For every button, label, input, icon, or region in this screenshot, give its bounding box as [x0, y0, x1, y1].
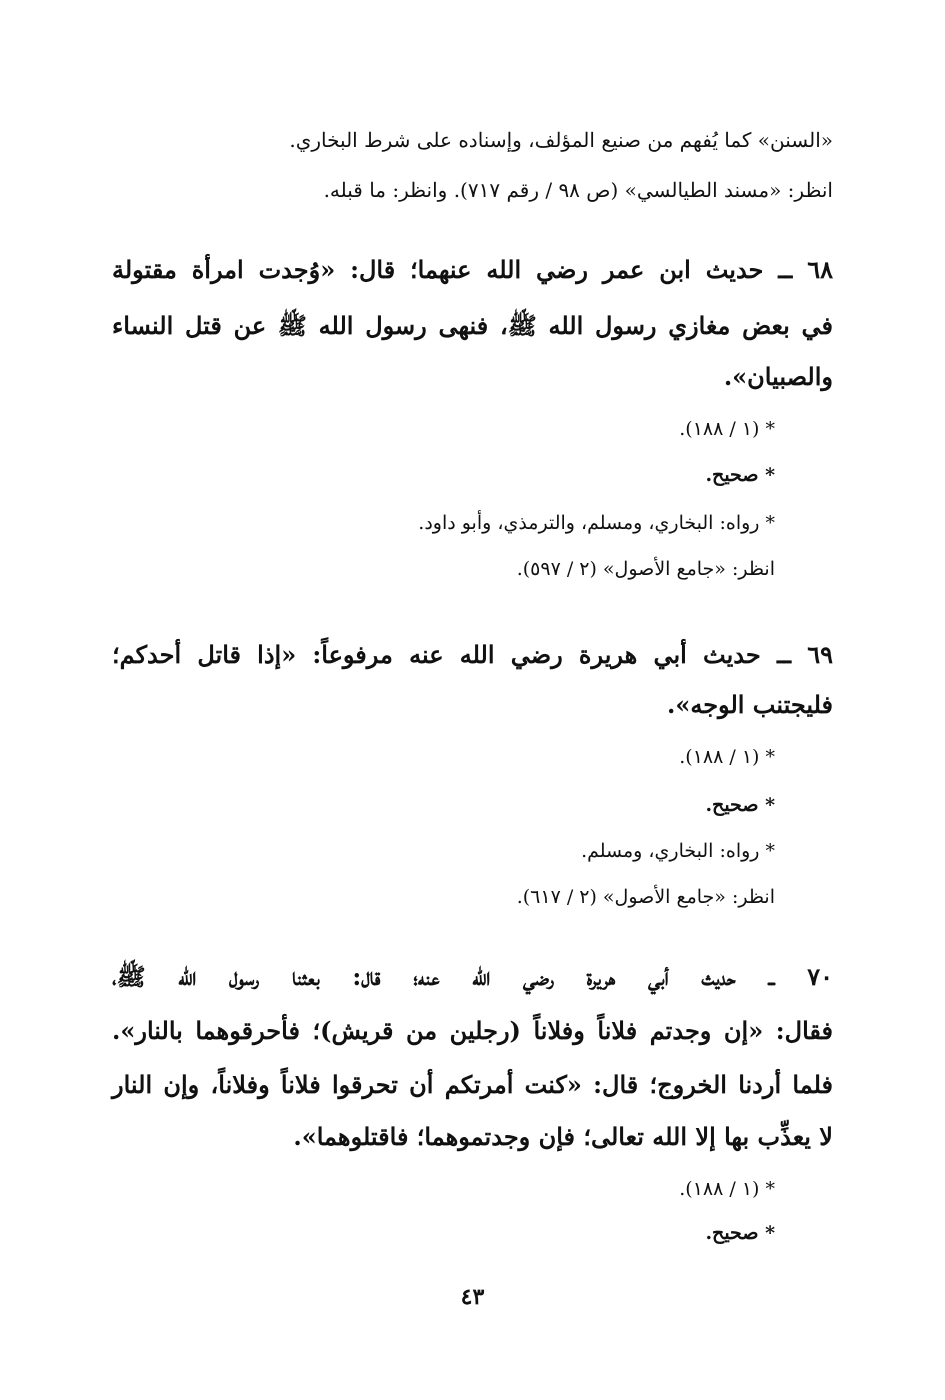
hadith-70-line-1: ٧٠ ــ حديث أبي هريرة رضي الله عنه؛ قال: بعثنا رسول الله ﷺ، [112, 962, 833, 991]
intro-line-1: «السنن» كما يُفهم من صنيع المؤلف، وإسناده على شرط البخاري. [289, 128, 833, 152]
hadith-70-line-3: فلما أردنا الخروج؛ قال: «كنت أمرتكم أن تحرقوا فلاناً وفلاناً، وإن النار [112, 1070, 833, 1099]
hadith-70-grade: * صحيح. [705, 1222, 775, 1244]
hadith-68-source: * (١ / ١٨٨). [679, 418, 775, 440]
intro-reference: انظر: «مسند الطيالسي» (ص ٩٨ / رقم ٧١٧). وانظر: ما قبله. [323, 178, 833, 202]
hadith-70-source: * (١ / ١٨٨). [679, 1178, 775, 1200]
hadith-69-line-1: ٦٩ ــ حديث أبي هريرة رضي الله عنه مرفوعاً: «إذا قاتل أحدكم؛ [112, 640, 833, 669]
hadith-68-narrators: * رواه: البخاري، ومسلم، والترمذي، وأبو داود. [418, 512, 775, 534]
hadith-69-source: * (١ / ١٨٨). [679, 746, 775, 768]
page-number: ٤٣ [460, 1284, 485, 1310]
hadith-69-line-2: فليجتنب الوجه». [667, 690, 833, 719]
hadith-70-line-4: لا يعذِّب بها إلا الله تعالى؛ فإن وجدتموهما؛ فاقتلوهما». [293, 1122, 833, 1151]
hadith-68-line-2: في بعض مغازي رسول الله ﷺ، فنهى رسول الله ﷺ عن قتل النساء [112, 311, 833, 340]
hadith-69-grade: * صحيح. [705, 794, 775, 816]
hadith-69-narrators: * رواه: البخاري، ومسلم. [581, 840, 775, 862]
hadith-69-reference: انظر: «جامع الأصول» (٢ / ٦١٧). [516, 886, 775, 908]
hadith-68-line-3: والصبيان». [723, 362, 833, 391]
hadith-68-reference: انظر: «جامع الأصول» (٢ / ٥٩٧). [516, 558, 775, 580]
hadith-68-grade: * صحيح. [705, 464, 775, 486]
hadith-70-line-2: فقال: «إن وجدتم فلاناً وفلاناً (رجلين من قريش)؛ فأحرقوهما بالنار». [112, 1016, 833, 1045]
hadith-68-line-1: ٦٨ ــ حديث ابن عمر رضي الله عنهما؛ قال: «وُجدت امرأة مقتولة [112, 255, 834, 284]
